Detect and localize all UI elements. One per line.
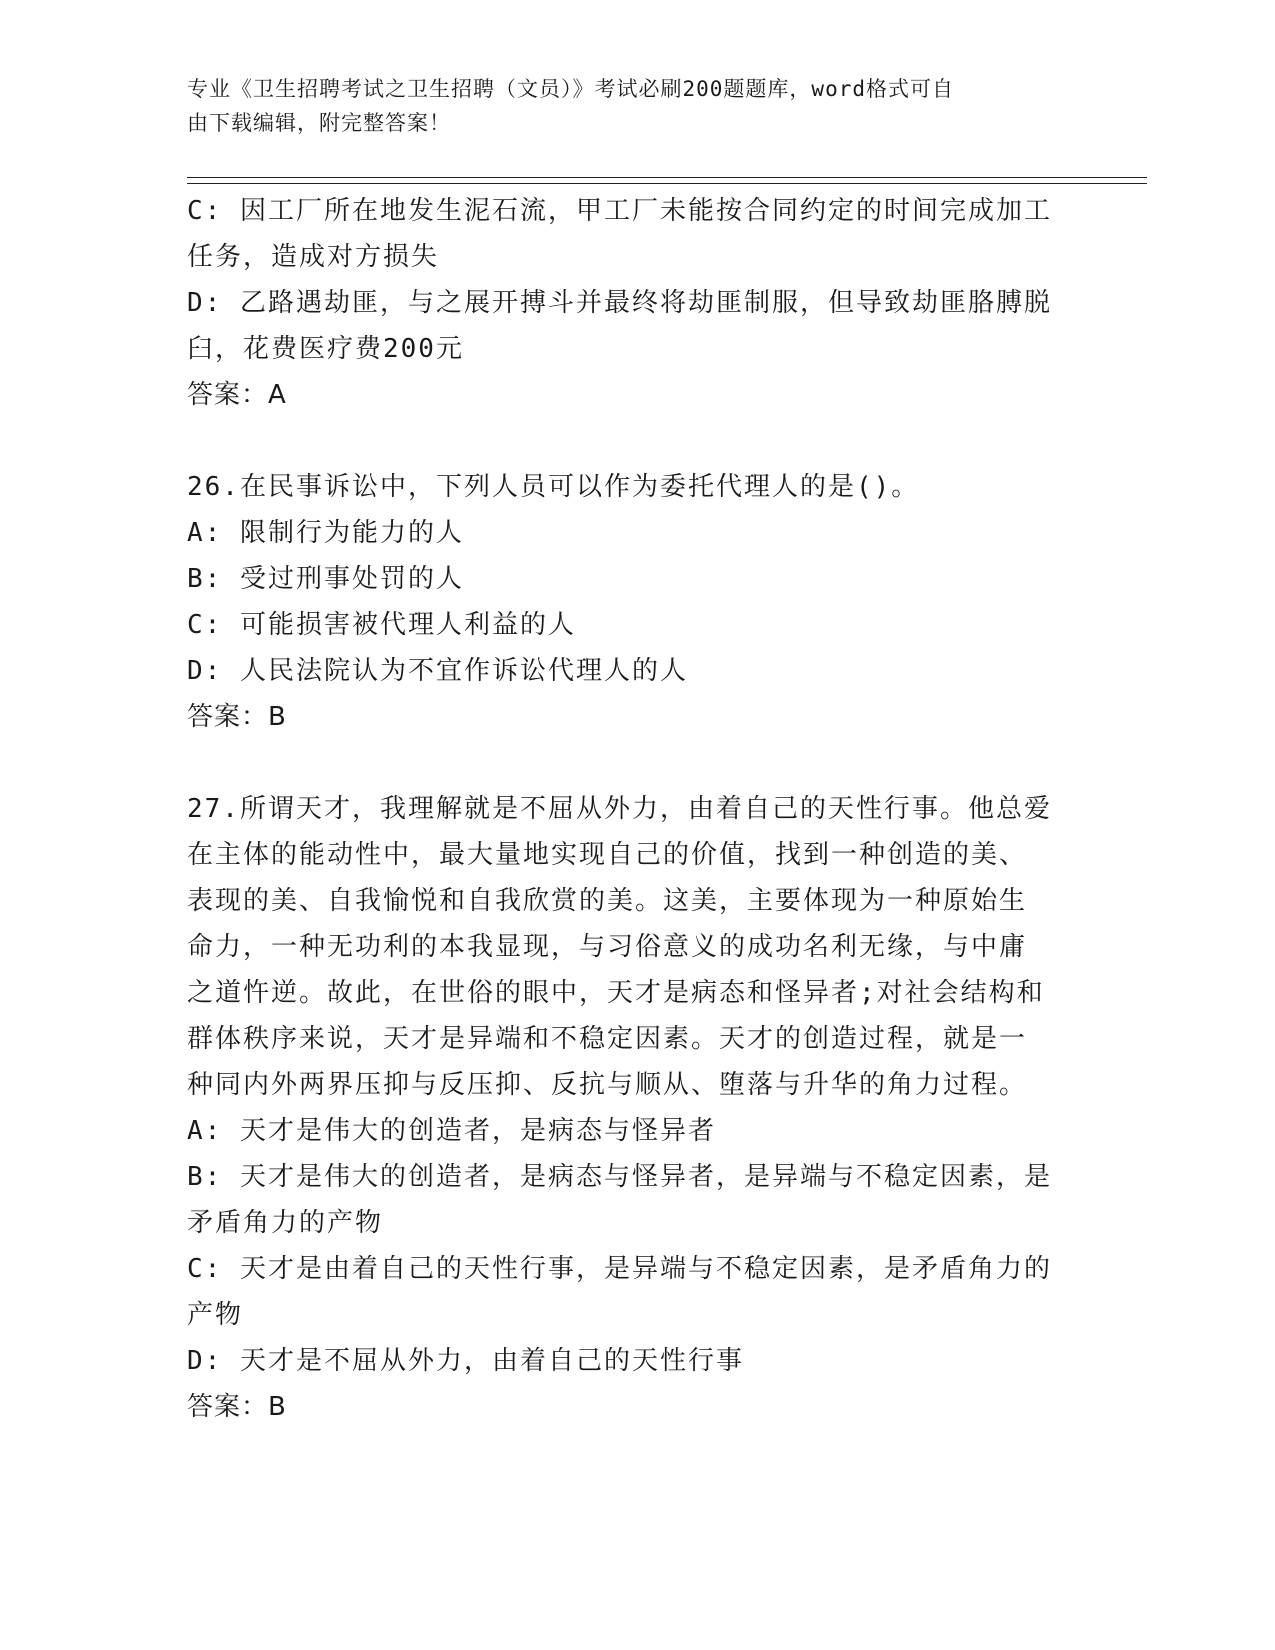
option-d-line-1: D: 乙路遇劫匪，与之展开搏斗并最终将劫匪制服，但导致劫匪胳膊脱	[187, 288, 1052, 318]
question-27-stem-line: 表现的美、自我愉悦和自我欣赏的美。这美，主要体现为一种原始生	[187, 886, 1028, 916]
option-d: D: 天才是不屈从外力，由着自己的天性行事	[187, 1346, 744, 1376]
previous-question-block	[187, 188, 1087, 418]
option-c: C: 可能损害被代理人利益的人	[187, 610, 576, 640]
spacer	[187, 740, 1087, 786]
option-d: D: 人民法院认为不宜作诉讼代理人的人	[187, 656, 688, 686]
question-27-stem-line: 在主体的能动性中，最大量地实现自己的价值，找到一种创造的美、	[187, 840, 1028, 870]
header-title-line-2: 由下载编辑，附完整答案！	[187, 111, 451, 135]
question-27-stem-line: 群体秩序来说，天才是异端和不稳定因素。天才的创造过程，就是一	[187, 1024, 1028, 1054]
option-c-line-1: C: 天才是由着自己的天性行事，是异端与不稳定因素，是矛盾角力的	[187, 1254, 1052, 1284]
header-rule-top	[187, 177, 1147, 178]
answer-label: 答案：B	[187, 1392, 287, 1422]
header-rule-bottom	[187, 183, 1147, 184]
spacer	[187, 418, 1087, 464]
header-title-line-1: 专业《卫生招聘考试之卫生招聘（文员）》考试必刷200题题库，word格式可自	[187, 77, 954, 101]
option-b-line-1: B: 天才是伟大的创造者，是病态与怪异者，是异端与不稳定因素，是	[187, 1162, 1052, 1192]
answer-label: 答案：A	[187, 380, 287, 410]
question-27-stem-line: 种同内外两界压抑与反压抑、反抗与顺从、堕落与升华的角力过程。	[187, 1070, 1028, 1100]
option-a: A: 天才是伟大的创造者，是病态与怪异者	[187, 1116, 716, 1146]
option-b: B: 受过刑事处罚的人	[187, 564, 464, 594]
option-c-line-1: C: 因工厂所在地发生泥石流，甲工厂未能按合同约定的时间完成加工	[187, 196, 1052, 226]
option-d-line-2: 臼，花费医疗费200元	[187, 334, 464, 364]
question-26-block	[187, 464, 1087, 740]
option-c-line-2: 产物	[187, 1300, 244, 1330]
question-27-stem-line: 27.所谓天才，我理解就是不屈从外力，由着自己的天性行事。他总爱	[187, 794, 1052, 824]
question-26-stem: 26.在民事诉讼中，下列人员可以作为委托代理人的是()。	[187, 472, 920, 502]
answer-label: 答案：B	[187, 702, 287, 732]
question-27-stem-line: 命力，一种无功利的本我显现，与习俗意义的成功名利无缘，与中庸	[187, 932, 1028, 962]
option-b-line-2: 矛盾角力的产物	[187, 1208, 384, 1238]
document-header	[187, 72, 1077, 140]
option-c-line-2: 任务，造成对方损失	[187, 242, 440, 272]
question-content	[187, 188, 1087, 1430]
question-27-block	[187, 786, 1087, 1430]
option-a: A: 限制行为能力的人	[187, 518, 464, 548]
question-27-stem-line: 之道忤逆。故此，在世俗的眼中，天才是病态和怪异者;对社会结构和	[187, 978, 1045, 1008]
